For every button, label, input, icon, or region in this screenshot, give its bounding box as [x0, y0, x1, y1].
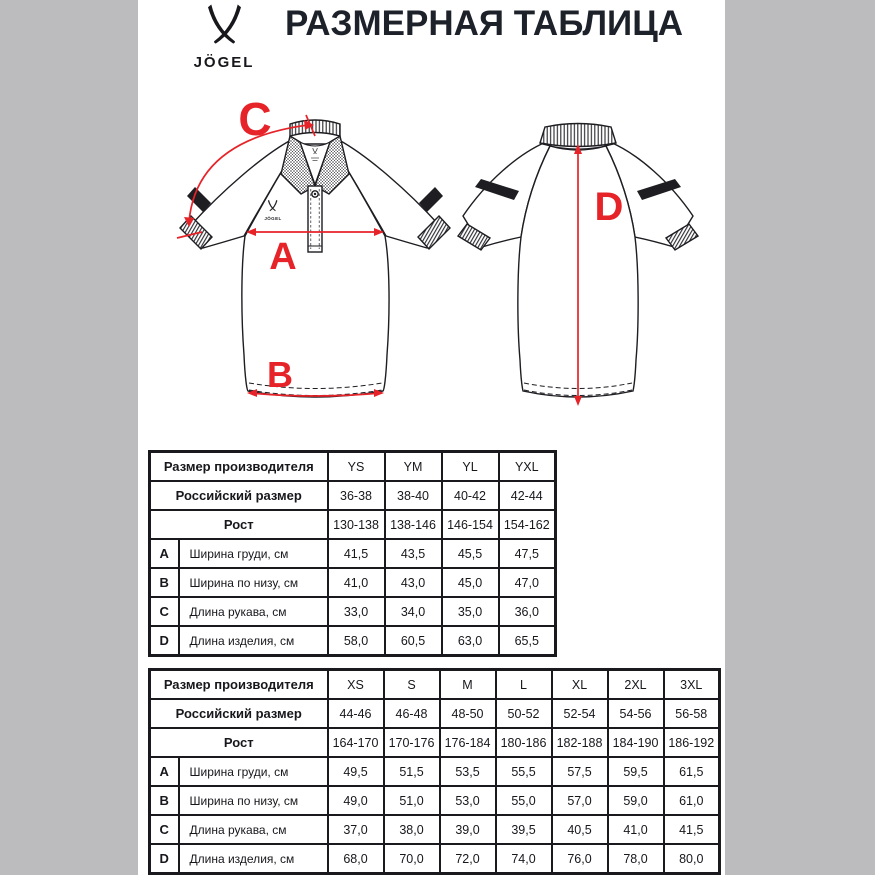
measure-row — [150, 757, 720, 786]
measure-value: 59,5 — [608, 757, 664, 786]
size-value: M — [440, 670, 496, 700]
size-value: 38-40 — [385, 481, 442, 510]
row-label: Рост — [150, 510, 328, 539]
measure-row — [150, 568, 556, 597]
size-value: 146-154 — [442, 510, 499, 539]
measure-value: 45,0 — [442, 568, 499, 597]
measure-key: D — [150, 844, 179, 874]
size-value: 54-56 — [608, 699, 664, 728]
measure-value: 45,5 — [442, 539, 499, 568]
measure-value: 58,0 — [328, 626, 385, 656]
measure-label: Ширина груди, см — [179, 539, 328, 568]
measure-label: Ширина груди, см — [179, 757, 328, 786]
dim-label-b: B — [267, 354, 293, 395]
size-value: 52-54 — [552, 699, 608, 728]
measure-value: 35,0 — [442, 597, 499, 626]
dim-label-d: D — [594, 185, 624, 229]
measure-label: Ширина по низу, см — [179, 786, 328, 815]
measure-value: 39,5 — [496, 815, 552, 844]
measure-value: 53,0 — [440, 786, 496, 815]
measure-value: 61,0 — [664, 786, 720, 815]
size-value: S — [384, 670, 440, 700]
measure-value: 78,0 — [608, 844, 664, 874]
size-value: 176-184 — [440, 728, 496, 757]
size-value: 170-176 — [384, 728, 440, 757]
size-value: 186-192 — [664, 728, 720, 757]
size-value: YM — [385, 452, 442, 482]
size-value: 184-190 — [608, 728, 664, 757]
measure-value: 49,0 — [328, 786, 384, 815]
size-value: 40-42 — [442, 481, 499, 510]
size-value: 36-38 — [328, 481, 385, 510]
measure-value: 74,0 — [496, 844, 552, 874]
size-value: 180-186 — [496, 728, 552, 757]
measure-key: B — [150, 786, 179, 815]
dim-label-a: A — [269, 236, 297, 278]
measure-value: 57,5 — [552, 757, 608, 786]
size-value: YXL — [499, 452, 556, 482]
size-value: 56-58 — [664, 699, 720, 728]
measure-label: Ширина по низу, см — [179, 568, 328, 597]
measure-key: A — [150, 539, 179, 568]
measure-row — [150, 626, 556, 656]
info-row — [150, 452, 556, 482]
measure-value: 41,0 — [328, 568, 385, 597]
measure-value: 72,0 — [440, 844, 496, 874]
size-value: 48-50 — [440, 699, 496, 728]
info-row — [150, 699, 720, 728]
row-label: Рост — [150, 728, 328, 757]
measure-key: C — [150, 597, 179, 626]
measure-value: 55,0 — [496, 786, 552, 815]
measure-value: 53,5 — [440, 757, 496, 786]
measure-row — [150, 844, 720, 874]
measure-value: 68,0 — [328, 844, 384, 874]
front-chest-logo-text: JÖGEL — [264, 216, 282, 221]
measure-value: 70,0 — [384, 844, 440, 874]
measure-value: 33,0 — [328, 597, 385, 626]
row-label: Российский размер — [150, 699, 328, 728]
size-value: XL — [552, 670, 608, 700]
measure-label: Длина изделия, см — [179, 844, 328, 874]
measure-label: Длина изделия, см — [179, 626, 328, 656]
size-value: XS — [328, 670, 384, 700]
info-row — [150, 670, 720, 700]
measure-value: 49,5 — [328, 757, 384, 786]
measure-key: D — [150, 626, 179, 656]
size-table-adult — [148, 668, 721, 875]
measure-value: 41,5 — [328, 539, 385, 568]
front-collar-rib — [290, 120, 340, 136]
measure-label: Длина рукава, см — [179, 815, 328, 844]
size-table-youth — [148, 450, 557, 657]
measure-value: 47,5 — [499, 539, 556, 568]
garment-diagram — [138, 90, 725, 450]
measure-value: 41,0 — [608, 815, 664, 844]
measure-value: 55,5 — [496, 757, 552, 786]
measure-value: 51,0 — [384, 786, 440, 815]
info-row — [150, 728, 720, 757]
size-value: 50-52 — [496, 699, 552, 728]
size-value: 44-46 — [328, 699, 384, 728]
measure-value: 59,0 — [608, 786, 664, 815]
page-title: РАЗМЕРНАЯ ТАБЛИЦА — [285, 4, 684, 43]
polo-front-view — [180, 120, 450, 397]
row-label: Размер производителя — [150, 452, 328, 482]
measure-value: 47,0 — [499, 568, 556, 597]
size-value: 182-188 — [552, 728, 608, 757]
measure-value: 43,5 — [385, 539, 442, 568]
measure-value: 63,0 — [442, 626, 499, 656]
measure-row — [150, 815, 720, 844]
size-value: YL — [442, 452, 499, 482]
back-collar-rib — [540, 124, 616, 147]
size-value: 164-170 — [328, 728, 384, 757]
row-label: Размер производителя — [150, 670, 328, 700]
measure-value: 80,0 — [664, 844, 720, 874]
size-value: 154-162 — [499, 510, 556, 539]
info-row — [150, 481, 556, 510]
measure-row — [150, 597, 556, 626]
jogel-logo-icon — [208, 2, 241, 50]
measure-value: 36,0 — [499, 597, 556, 626]
size-value: YS — [328, 452, 385, 482]
size-value: 130-138 — [328, 510, 385, 539]
dim-label-c: C — [238, 93, 272, 145]
measure-value: 76,0 — [552, 844, 608, 874]
measure-value: 37,0 — [328, 815, 384, 844]
row-label: Российский размер — [150, 481, 328, 510]
measure-key: C — [150, 815, 179, 844]
measure-value: 41,5 — [664, 815, 720, 844]
measure-row — [150, 539, 556, 568]
measure-key: A — [150, 757, 179, 786]
measure-value: 43,0 — [385, 568, 442, 597]
measure-row — [150, 786, 720, 815]
size-value: 138-146 — [385, 510, 442, 539]
info-row — [150, 510, 556, 539]
size-value: L — [496, 670, 552, 700]
brand-wordmark: JÖGEL — [193, 54, 255, 71]
brand-logo — [178, 2, 270, 71]
content-sheet — [138, 0, 725, 875]
measure-label: Длина рукава, см — [179, 597, 328, 626]
measure-value: 34,0 — [385, 597, 442, 626]
measure-key: B — [150, 568, 179, 597]
measure-value: 51,5 — [384, 757, 440, 786]
size-value: 2XL — [608, 670, 664, 700]
size-value: 42-44 — [499, 481, 556, 510]
measure-value: 39,0 — [440, 815, 496, 844]
measure-value: 38,0 — [384, 815, 440, 844]
measure-value: 61,5 — [664, 757, 720, 786]
size-value: 46-48 — [384, 699, 440, 728]
measure-value: 65,5 — [499, 626, 556, 656]
measure-value: 57,0 — [552, 786, 608, 815]
measure-value: 60,5 — [385, 626, 442, 656]
size-value: 3XL — [664, 670, 720, 700]
measure-value: 40,5 — [552, 815, 608, 844]
